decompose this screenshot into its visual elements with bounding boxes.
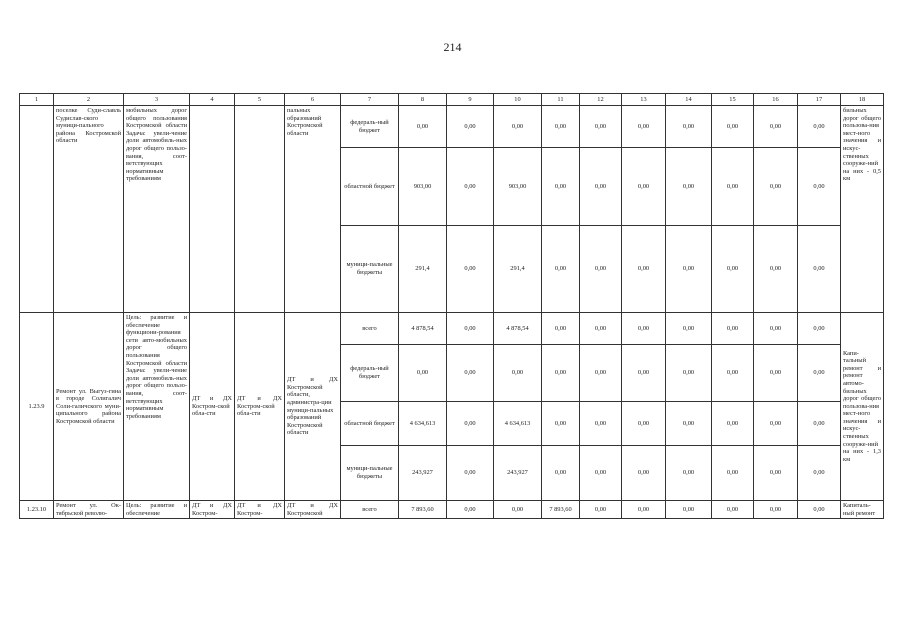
value-cell: 0,00 [798, 226, 841, 313]
column-header: 2 [54, 94, 124, 106]
value-cell: 291,4 [494, 226, 542, 313]
column-header: 15 [712, 94, 754, 106]
value-cell: 0,00 [622, 106, 666, 148]
executor-cell: ДТ и ДХ Костромской области, администра-ции муници-пальных образований Костромской области [285, 313, 341, 501]
value-cell: 0,00 [712, 501, 754, 519]
goal-task-cell: мобильных дорог общего пользования Костромской области Задача: увели-чение доли автомобиль-ных дорог общего пользо-вания, соот-ветствующих нормативным требованиям [124, 106, 190, 313]
column-header: 13 [622, 94, 666, 106]
value-cell: 0,00 [622, 226, 666, 313]
goal-task-cell: Цель: развитие и обеспечение функциони-рования сети авто-мобильных дорог общего пользования Костромской области Задача: увели-чение доли автомобиль-ных дорог общего пользо-вания, соот-ветствующих нормативным требованиям [124, 313, 190, 501]
column-header: 1 [20, 94, 54, 106]
column-header: 16 [754, 94, 798, 106]
funding-source-cell: муници-пальные бюджеты [341, 226, 399, 313]
coordinator-cell [190, 106, 235, 313]
value-cell: 0,00 [447, 501, 494, 519]
column-header: 11 [542, 94, 580, 106]
value-cell: 0,00 [447, 402, 494, 446]
value-cell: 0,00 [754, 226, 798, 313]
value-cell: 0,00 [666, 226, 712, 313]
value-cell: 903,00 [494, 148, 542, 226]
column-header: 3 [124, 94, 190, 106]
column-header: 12 [580, 94, 622, 106]
responsible-cell: ДТ и ДХ Костром- [235, 501, 285, 519]
value-cell: 0,00 [542, 345, 580, 402]
coordinator-cell: ДТ и ДХ Костром-ской обла-сти [190, 313, 235, 501]
value-cell: 0,00 [542, 106, 580, 148]
column-header: 9 [447, 94, 494, 106]
event-name-cell: Ремонт ул. Ок-тябрьской револю- [54, 501, 124, 519]
value-cell: 0,00 [622, 148, 666, 226]
value-cell: 0,00 [622, 446, 666, 501]
value-cell: 0,00 [622, 313, 666, 345]
column-header: 8 [399, 94, 447, 106]
value-cell: 0,00 [447, 148, 494, 226]
value-cell: 291,4 [399, 226, 447, 313]
value-cell: 0,00 [580, 313, 622, 345]
value-cell: 0,00 [798, 106, 841, 148]
value-cell: 4 634,613 [399, 402, 447, 446]
page-number: 214 [443, 40, 462, 54]
value-cell: 0,00 [798, 345, 841, 402]
funding-source-cell: федераль-ный бюджет [341, 106, 399, 148]
value-cell: 0,00 [666, 446, 712, 501]
value-cell: 0,00 [580, 226, 622, 313]
value-cell: 0,00 [580, 501, 622, 519]
value-cell: 7 893,60 [399, 501, 447, 519]
value-cell: 0,00 [712, 226, 754, 313]
table-row [20, 313, 884, 345]
column-header: 4 [190, 94, 235, 106]
value-cell: 0,00 [580, 148, 622, 226]
value-cell: 0,00 [542, 446, 580, 501]
funding-source-cell: областной бюджет [341, 148, 399, 226]
table-row [20, 501, 884, 519]
value-cell: 4 878,54 [494, 313, 542, 345]
event-name-cell: поселке Суди-славль Судислав-ского муници-пального района Костромской области [54, 106, 124, 313]
value-cell: 243,927 [399, 446, 447, 501]
funding-source-cell: муници-пальные бюджеты [341, 446, 399, 501]
item-number-cell: 1.23.10 [20, 501, 54, 519]
column-header: 10 [494, 94, 542, 106]
value-cell: 0,00 [542, 226, 580, 313]
value-cell: 0,00 [494, 345, 542, 402]
coordinator-cell: ДТ и ДХ Костром- [190, 501, 235, 519]
value-cell: 0,00 [754, 446, 798, 501]
value-cell: 0,00 [754, 106, 798, 148]
value-cell: 0,00 [754, 313, 798, 345]
value-cell: 0,00 [666, 501, 712, 519]
value-cell: 0,00 [666, 106, 712, 148]
program-table [19, 93, 884, 519]
funding-source-cell: федераль-ный бюджет [341, 345, 399, 402]
value-cell: 0,00 [542, 402, 580, 446]
value-cell: 0,00 [399, 345, 447, 402]
executor-cell: пальных образований Костромской области [285, 106, 341, 313]
value-cell: 0,00 [712, 106, 754, 148]
value-cell: 4 634,613 [494, 402, 542, 446]
value-cell: 0,00 [447, 345, 494, 402]
value-cell: 0,00 [580, 402, 622, 446]
value-cell: 0,00 [666, 402, 712, 446]
value-cell: 0,00 [712, 345, 754, 402]
value-cell: 0,00 [754, 345, 798, 402]
result-cell: Капиталь-ный ремонт [841, 501, 884, 519]
value-cell: 0,00 [447, 106, 494, 148]
column-header: 17 [798, 94, 841, 106]
value-cell: 0,00 [754, 402, 798, 446]
value-cell: 0,00 [666, 313, 712, 345]
value-cell: 0,00 [798, 446, 841, 501]
value-cell: 0,00 [399, 106, 447, 148]
value-cell: 0,00 [754, 148, 798, 226]
value-cell: 4 878,54 [399, 313, 447, 345]
value-cell: 0,00 [580, 106, 622, 148]
event-name-cell: Ремонт ул. Выгуз-гина в городе Солигалич Соли-галичского муни-ципального района Костромской области [54, 313, 124, 501]
executor-cell: ДТ и ДХ Костромской [285, 501, 341, 519]
item-number-cell [20, 106, 54, 313]
result-cell: бильных дорог общего пользова-ния мест-ного значения и искус-ственных сооруже-ний на них - 0,5 км [841, 106, 884, 313]
responsible-cell [235, 106, 285, 313]
value-cell: 0,00 [798, 148, 841, 226]
funding-source-cell: всего [341, 501, 399, 519]
value-cell: 0,00 [542, 148, 580, 226]
value-cell: 0,00 [754, 501, 798, 519]
table-row [20, 106, 884, 148]
value-cell: 0,00 [494, 501, 542, 519]
value-cell: 0,00 [666, 148, 712, 226]
value-cell: 0,00 [712, 402, 754, 446]
item-number-cell: 1.23.9 [20, 313, 54, 501]
value-cell: 0,00 [712, 446, 754, 501]
column-header: 6 [285, 94, 341, 106]
goal-task-cell: Цель: развитие и обеспечение [124, 501, 190, 519]
funding-source-cell: областной бюджет [341, 402, 399, 446]
value-cell: 243,927 [494, 446, 542, 501]
value-cell: 0,00 [494, 106, 542, 148]
value-cell: 0,00 [712, 148, 754, 226]
value-cell: 0,00 [798, 501, 841, 519]
value-cell: 0,00 [542, 313, 580, 345]
column-header: 14 [666, 94, 712, 106]
value-cell: 0,00 [622, 501, 666, 519]
value-cell: 0,00 [580, 345, 622, 402]
value-cell: 0,00 [447, 446, 494, 501]
funding-source-cell: всего [341, 313, 399, 345]
value-cell: 0,00 [622, 345, 666, 402]
value-cell: 0,00 [712, 313, 754, 345]
value-cell: 0,00 [447, 226, 494, 313]
value-cell: 0,00 [447, 313, 494, 345]
value-cell: 0,00 [666, 345, 712, 402]
responsible-cell: ДТ и ДХ Костром-ской обла-сти [235, 313, 285, 501]
value-cell: 7 893,60 [542, 501, 580, 519]
result-cell: Капи-тальный ремонт и ремонт автомо-бильных дорог общего пользова-ния мест-ного значения и искус-ственных сооруже-ний на них - 1,3 км [841, 313, 884, 501]
value-cell: 0,00 [798, 313, 841, 345]
column-number-row [20, 94, 884, 106]
value-cell: 903,00 [399, 148, 447, 226]
value-cell: 0,00 [580, 446, 622, 501]
column-header: 18 [841, 94, 884, 106]
column-header: 5 [235, 94, 285, 106]
value-cell: 0,00 [798, 402, 841, 446]
column-header: 7 [341, 94, 399, 106]
value-cell: 0,00 [622, 402, 666, 446]
